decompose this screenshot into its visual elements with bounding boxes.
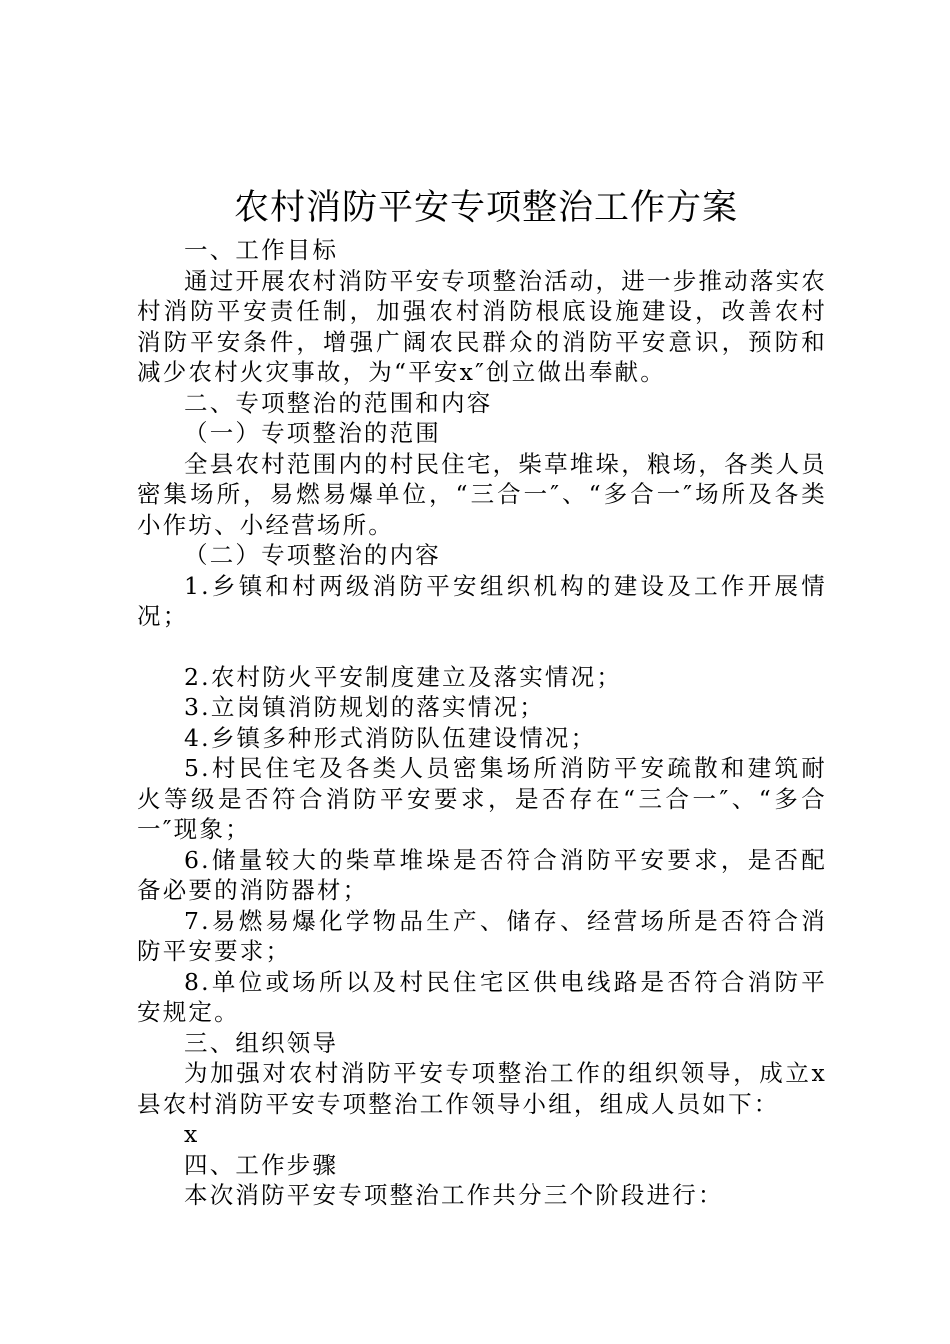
paragraph-steps: 本次消防平安专项整治工作共分三个阶段进行：	[184, 1181, 724, 1209]
list-item-8: 8.单位或场所以及村民住宅区供电线路是否符合消防平安规定。	[137, 967, 827, 1026]
paragraph-scope: 全县农村范围内的村民住宅，柴草堆垛，粮场，各类人员密集场所，易燃易爆单位，“三合一″、“多合一″场所及各类小作坊、小经营场所。	[137, 449, 827, 539]
list-item-4: 4.乡镇多种形式消防队伍建设情况；	[184, 723, 597, 752]
list-item-7: 7.易燃易爆化学物品生产、储存、经营场所是否符合消防平安要求；	[137, 906, 827, 965]
heading-work-steps: 四、工作步骤	[184, 1150, 339, 1179]
subheading-scope: （一）专项整治的范围	[184, 419, 441, 447]
list-item-2: 2.农村防火平安制度建立及落实情况；	[184, 662, 623, 691]
heading-work-goals: 一、工作目标	[184, 236, 339, 264]
document-title: 农村消防平安专项整治工作方案	[233, 188, 738, 228]
heading-scope-content: 二、专项整治的范围和内容	[184, 388, 493, 417]
subheading-content: （二）专项整治的内容	[184, 541, 441, 569]
list-item-3: 3.立岗镇消防规划的落实情况；	[184, 693, 545, 721]
list-item-5: 5.村民住宅及各类人员密集场所消防平安疏散和建筑耐火等级是否符合消防平安要求，是否存在“三合一″、“多合一″现象；	[137, 754, 827, 843]
heading-leadership: 三、组织领导	[184, 1028, 339, 1057]
paragraph-goals: 通过开展农村消防平安专项整治活动，进一步推动落实农村消防平安责任制，加强农村消防根底设施建设，改善农村消防平安条件，增强广阔农民群众的消防平安意识，预防和减少农村火灾事故，为“平安x″创立做出奉献。	[137, 266, 827, 386]
list-item-1: 1.乡镇和村两级消防平安组织机构的建设及工作开展情况；	[137, 571, 827, 630]
paragraph-leadership: 为加强对农村消防平安专项整治工作的组织领导，成立x县农村消防平安专项整治工作领导小组，组成人员如下：	[137, 1059, 827, 1118]
paragraph-members: x	[184, 1120, 200, 1148]
list-item-6: 6.储量较大的柴草堆垛是否符合消防平安要求，是否配备必要的消防器材；	[137, 845, 827, 904]
document-page	[137, 183, 827, 1211]
